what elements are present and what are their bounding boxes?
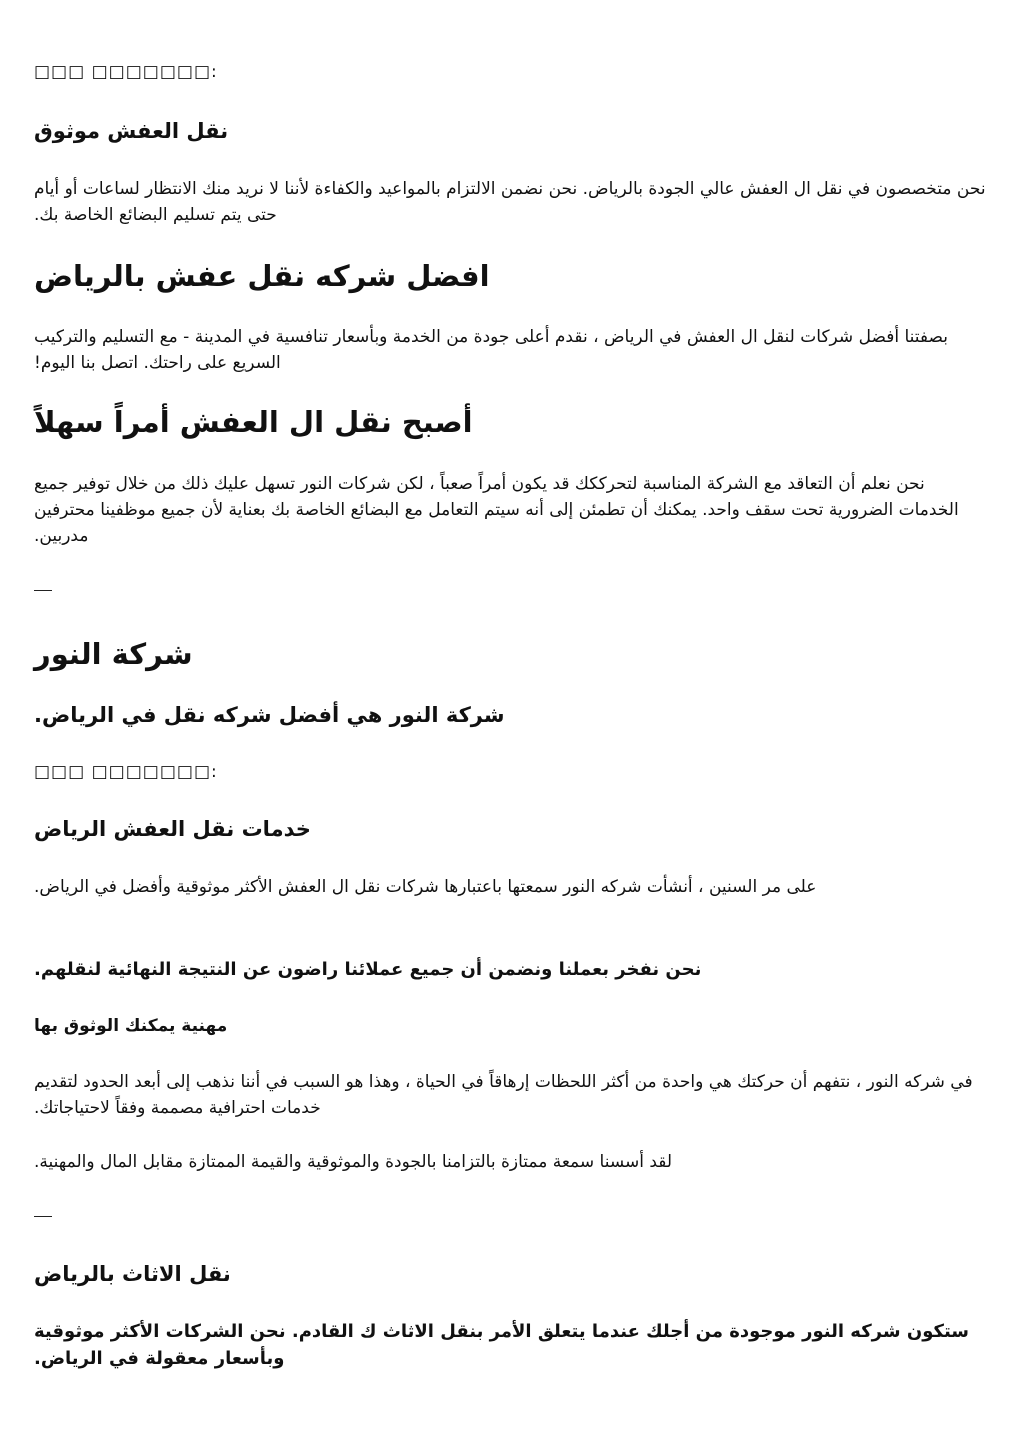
paragraph-pride: نحن نفخر بعملنا ونضمن أن جميع عملائنا راضون عن النتيجة النهائية لنقلهم. — [34, 959, 702, 980]
divider — [34, 1216, 52, 1217]
paragraph-best-company: بصفتنا أفضل شركات لنقل ال العفش في الرياض ، نقدم أعلى جودة من الخدمة وبأسعار تنافسية في المدينة - مع التسليم والتركيب السريع على راحتك. اتصل بنا اليوم! — [34, 327, 948, 373]
paragraph-commitment: لقد أسسنا سمعة ممتازة بالتزامنا بالجودة والموثوقية والقيمة الممتازة مقابل المال والمهنية. — [34, 1152, 673, 1172]
heading-reliable-moving: نقل العفش موثوق — [34, 119, 229, 143]
language-label: □□□ □□□□□□□: — [34, 762, 218, 782]
divider — [34, 590, 52, 591]
paragraph-reputation: على مر السنين ، أنشأت شركه النور سمعتها باعتبارها شركات نقل ال العفش الأكثر موثوقية وأفضل في الرياض. — [34, 877, 817, 897]
heading-company-best: شركة النور هي أفضل شركه نقل في الرياض. — [34, 703, 505, 727]
paragraph-furniture: ستكون شركه النور موجودة من أجلك عندما يتعلق الأمر بنقل الاثاث ك القادم. نحن الشركات الأكثر موثوقية وبأسعار معقولة في الرياض. — [34, 1321, 969, 1369]
language-label: □□□ □□□□□□□: — [34, 62, 218, 82]
heading-easy-moving: أصبح نقل ال العفش أمراً سهلاً — [34, 405, 473, 439]
heading-trusted-professionalism: مهنية يمكنك الوثوق بها — [34, 1016, 228, 1036]
paragraph-specialists: نحن متخصصون في نقل ال العفش عالي الجودة بالرياض. نحن نضمن الالتزام بالمواعيد والكفاءة لأننا لا نريد منك الانتظار لساعات أو أيام حتى يتم تسليم البضائع الخاصة بك. — [34, 179, 986, 225]
heading-company-name: شركة النور — [34, 637, 193, 671]
paragraph-understanding: في شركه النور ، نتفهم أن حركتك هي واحدة من أكثر اللحظات إرهاقاً في الحياة ، وهذا هو السبب في أننا نذهب إلى أبعد الحدود لتقديم خدمات احترافية مصممة وفقاً لاحتياجاتك. — [34, 1072, 973, 1118]
heading-furniture-moving: نقل الاثاث بالرياض — [34, 1262, 231, 1286]
heading-best-company: افضل شركه نقل عفش بالرياض — [34, 259, 490, 293]
heading-riyadh-services: خدمات نقل العفش الرياض — [34, 817, 311, 841]
paragraph-easy-moving: نحن نعلم أن التعاقد مع الشركة المناسبة لتحرككك قد يكون أمراً صعباً ، لكن شركات النور تسهل عليك ذلك من خلال توفير جميع الخدمات الضرورية تحت سقف واحد. يمكنك أن تطمئن إلى أنه سيتم التعامل مع البضائع الخاصة بك بعناية لأن جميع موظفينا محترفين مدربين. — [34, 474, 959, 546]
